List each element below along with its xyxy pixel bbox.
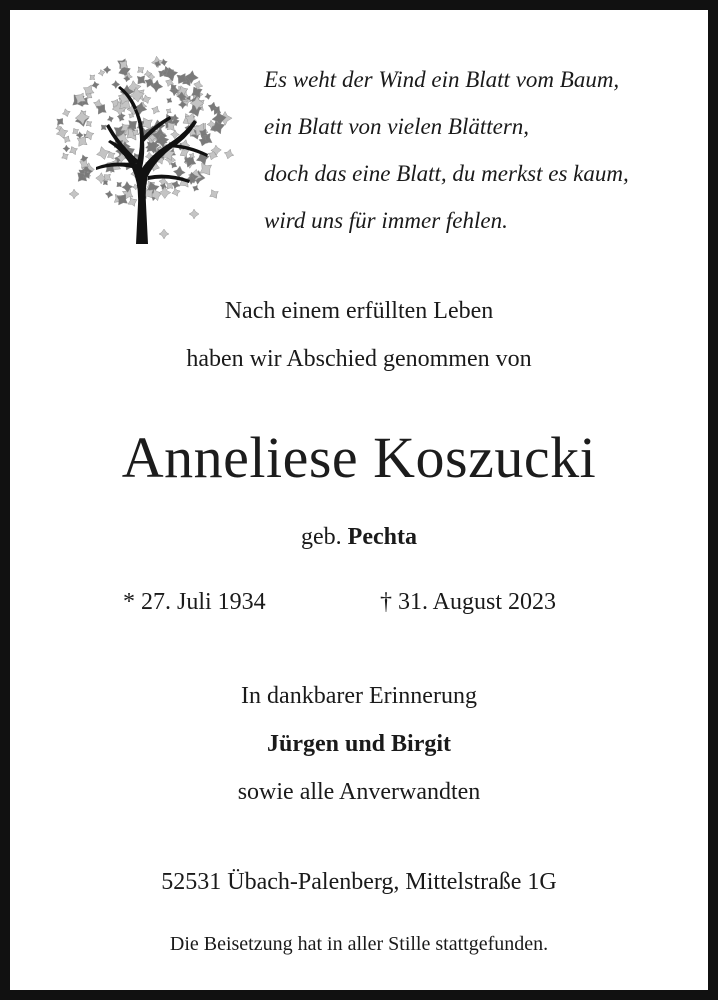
- leaf-icon: [95, 145, 111, 161]
- relatives-line: sowie alle Anverwandten: [237, 779, 481, 805]
- funeral-note: Die Beisetzung hat in aller Stille stattgefunden.: [169, 933, 549, 955]
- address: 52531 Übach-Palenberg, Mittelstraße 1G: [161, 869, 557, 895]
- maiden-name: [0, 520, 718, 554]
- poem: [264, 56, 684, 244]
- falling-leaf-icon: [159, 229, 169, 239]
- intro-line-1: Nach einem erfüllten Leben: [224, 298, 494, 324]
- poem-line: ein Blatt von vielen Blättern,: [264, 114, 530, 139]
- leaf-icon: [105, 190, 114, 199]
- leaf-icon: [121, 181, 133, 193]
- maiden-surname: Pechta: [347, 524, 417, 550]
- falling-leaf-icon: [189, 209, 199, 219]
- tree-with-leaves-icon: [44, 44, 244, 246]
- memory-line: In dankbarer Erinnerung: [241, 683, 477, 709]
- family-names: Jürgen und Birgit: [266, 731, 452, 757]
- deceased-name: Anneliese Koszucki: [121, 425, 597, 490]
- leaf-icon: [150, 104, 161, 115]
- poem-line: doch das eine Blatt, du merkst es kaum,: [264, 161, 629, 186]
- leaf-icon: [61, 108, 71, 118]
- leaf-icon: [67, 145, 79, 157]
- leaf-icon: [63, 145, 70, 152]
- leaf-icon: [87, 72, 97, 82]
- maiden-prefix: geb.: [301, 524, 342, 550]
- intro-line-2: haben wir Abschied genommen von: [186, 346, 532, 372]
- falling-leaf-icon: [207, 187, 221, 201]
- falling-leaf-icon: [69, 189, 79, 199]
- leaf-icon: [91, 80, 100, 89]
- death-date: † 31. August 2023: [380, 589, 557, 615]
- leaf-icon: [204, 92, 212, 100]
- leaf-icon: [112, 80, 120, 88]
- falling-leaf-icon: [223, 148, 235, 160]
- intro-text: [0, 287, 718, 383]
- leaf-icon: [191, 184, 200, 193]
- birth-date: * 27. Juli 1934: [123, 589, 266, 615]
- poem-line: wird uns für immer fehlen.: [264, 208, 508, 233]
- leaf-icon: [54, 116, 66, 128]
- leaf-icon: [135, 64, 146, 75]
- leaf-icon: [106, 115, 114, 123]
- leaf-icon: [60, 151, 70, 161]
- leaf-icon: [165, 107, 173, 115]
- memory-block: [0, 672, 718, 816]
- leaf-icon: [165, 96, 174, 105]
- poem-line: Es weht der Wind ein Blatt vom Baum,: [264, 67, 620, 92]
